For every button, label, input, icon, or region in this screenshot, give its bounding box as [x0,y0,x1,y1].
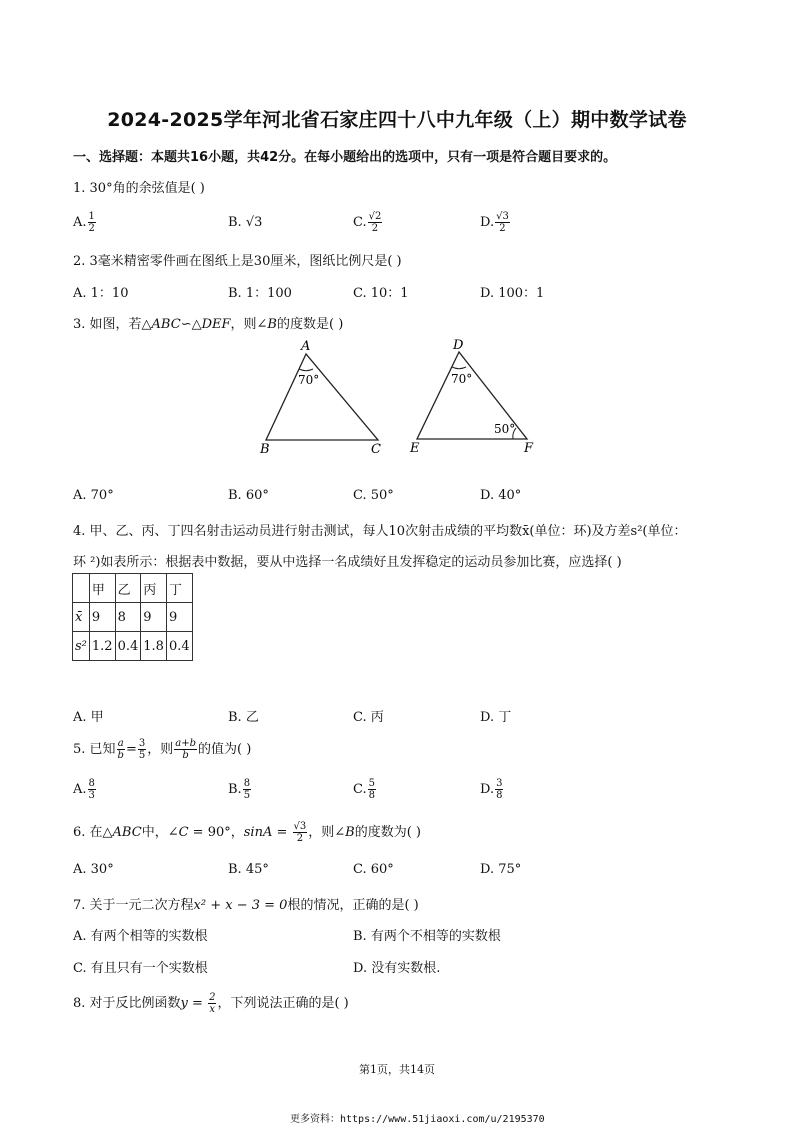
q4-option-c: C. 丙 [353,710,384,725]
q5-option-c: C. $\frac{5}{8}$ [353,778,375,801]
table-cell: s² [73,632,90,661]
angle-arc-d [452,367,466,369]
table-cell: 1.8 [141,632,167,661]
question-7-stem: 7. 关于一元二次方程x² + x − 3 = 0根的情况，正确的是( ) [73,898,419,913]
q3-option-a: A. 70° [73,488,114,503]
triangle-figure [250,332,550,462]
q5-option-a: A. $\frac{8}{3}$ [73,778,95,801]
q1-option-a: A. $\frac{1}{2}$ [73,211,95,234]
section-heading: 一、选择题：本题共16小题，共42分。在每小题给出的选项中，只有一项是符合题目要求的。 [73,150,617,165]
q3-option-c: C. 50° [353,488,394,503]
angle-arc-a [299,369,313,371]
question-4-line-2: 环 ²)如表所示：根据表中数据，要从中选择一名成绩好且发挥稳定的运动员参加比赛，应选择( ) [73,555,622,570]
q5-option-d: D. $\frac{3}{8}$ [480,778,503,801]
q2-option-d: D. 100：1 [480,286,545,301]
table-row-variance [73,632,193,661]
page-footer: 第1页，共14页 [359,1063,435,1076]
table-cell: 9 [89,603,115,632]
question-6-stem: 6. 在△ABC中，∠C = 90°，sinA = $\frac{√3}{2}$ ，则∠B的度数为( ) [73,821,421,844]
triangle-abc [266,354,378,440]
q2-option-a: A. 1：10 [73,286,129,301]
table-cell: 甲 [89,574,115,603]
q4-option-a: A. 甲 [73,710,104,725]
table-cell: 0.4 [166,632,192,661]
q2-option-c: C. 10：1 [353,286,409,301]
q1-option-d: D. $\frac{√3}{2}$ [480,211,509,234]
label-c: C [371,442,381,457]
question-8-stem: 8. 对于反比例函数y = $\frac{2}{x}$ ，下列说法正确的是( ) [73,992,349,1015]
table-cell: 0.4 [115,632,141,661]
question-3-stem: 3. 如图，若△ABC∽△DEF，则∠B的度数是( ) [73,317,344,332]
question-5-stem: 5. 已知 $\frac{a}{b}$ = $\frac{3}{5}$ ，则 $\frac{a+b}{b}$ 的值为( ) [73,738,252,761]
angle-a-value: 70° [298,373,320,387]
table-cell: 9 [166,603,192,632]
q1-option-c: C. $\frac{√2}{2}$ [353,211,382,234]
q6-option-b: B. 45° [228,862,269,877]
table-cell: x̄ [73,603,90,632]
q3-option-b: B. 60° [228,488,269,503]
question-1-stem: 1. 30°角的余弦值是( ) [73,181,205,196]
label-f: F [524,441,534,456]
table-header-row [73,574,193,603]
table-cell [73,574,90,603]
label-b: B [260,442,270,457]
q7-option-b: B. 有两个不相等的实数根 [353,929,501,944]
q6-option-d: D. 75° [480,862,522,877]
question-2-stem: 2. 3毫米精密零件画在图纸上是30厘米，图纸比例尺是( ) [73,254,402,269]
table-cell: 丙 [141,574,167,603]
label-a: A [301,339,311,354]
angle-f-value: 50° [494,422,516,436]
resource-link[interactable]: 更多资料：https://www.51jiaoxi.com/u/2195370 [290,1114,545,1125]
q4-option-d: D. 丁 [480,710,512,725]
label-e: E [410,441,420,456]
q6-option-c: C. 60° [353,862,394,877]
q7-option-c: C. 有且只有一个实数根 [73,961,208,976]
label-d: D [453,338,464,353]
q7-option-d: D. 没有实数根. [353,961,441,976]
question-4-line-1: 4. 甲、乙、丙、丁四名射击运动员进行射击测试，每人10次射击成绩的平均数x̄(单位：环)及方差s²(单位： [73,524,687,539]
q4-option-b: B. 乙 [228,710,259,725]
table-cell: 丁 [166,574,192,603]
angle-d-value: 70° [451,372,473,386]
page-title: 2024-2025学年河北省石家庄四十八中九年级（上）期中数学试卷 [107,109,687,131]
q5-option-b: B. $\frac{8}{5}$ [228,778,251,801]
table-cell: 1.2 [89,632,115,661]
q1-option-b: B. √3 [228,215,263,230]
table-cell: 8 [115,603,141,632]
table-row-mean [73,603,193,632]
table-cell: 乙 [115,574,141,603]
q2-option-b: B. 1：100 [228,286,292,301]
q3-option-d: D. 40° [480,488,522,503]
statistics-table [72,573,193,661]
table-cell: 9 [141,603,167,632]
q6-option-a: A. 30° [73,862,114,877]
q7-option-a: A. 有两个相等的实数根 [73,929,208,944]
